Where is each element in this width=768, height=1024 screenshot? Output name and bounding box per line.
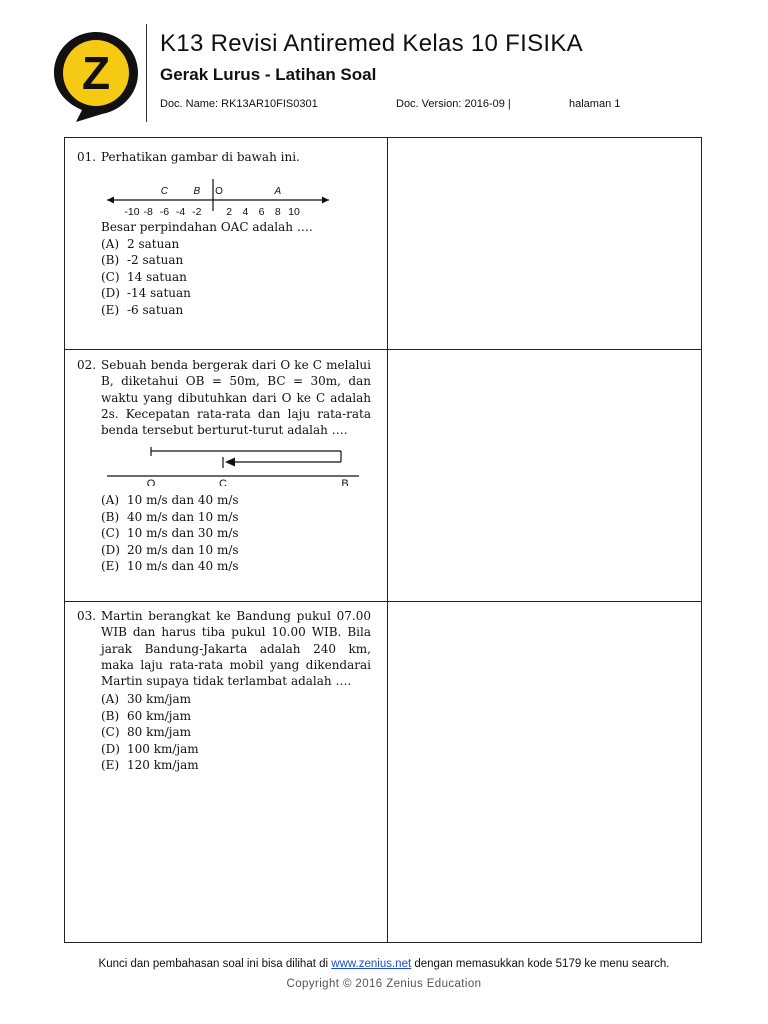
question-number: 01. xyxy=(77,150,97,164)
tick-label: -10 xyxy=(124,206,140,219)
question-1 xyxy=(77,149,371,318)
options-list xyxy=(77,492,371,575)
option-c[interactable]: (C) 14 satuan xyxy=(101,269,187,284)
zenius-logo xyxy=(52,30,140,122)
point-label-c: C xyxy=(219,478,227,487)
page-number: halaman 1 xyxy=(569,98,621,110)
option-c[interactable]: (C) 80 km/jam xyxy=(101,725,192,740)
tick-label: -4 xyxy=(175,206,186,219)
tick-label: -6 xyxy=(159,206,170,219)
option-a[interactable]: (A) 30 km/jam xyxy=(101,692,192,707)
point-label-a: A xyxy=(274,186,282,198)
question-prompt: Besar perpindahan OAC adalah …. xyxy=(101,220,313,235)
options-list xyxy=(77,691,371,774)
question-stem: Perhatikan gambar di bawah ini. xyxy=(101,150,300,164)
zenius-link[interactable]: www.zenius.net xyxy=(331,958,412,970)
point-label-b: B xyxy=(193,186,201,198)
tick-label: 6 xyxy=(258,206,265,219)
option-d[interactable]: (D) 100 km/jam xyxy=(101,741,199,756)
header-divider xyxy=(146,24,147,122)
row-divider xyxy=(65,601,701,602)
option-d[interactable]: (D) -14 satuan xyxy=(101,286,191,301)
document-title: K13 Revisi Antiremed Kelas 10 FISIKA xyxy=(160,30,583,57)
option-e[interactable]: (E) -6 satuan xyxy=(101,302,184,317)
tick-label: -8 xyxy=(143,206,153,219)
question-3 xyxy=(77,608,371,774)
doc-name: Doc. Name: RK13AR10FIS0301 xyxy=(160,98,318,110)
logo-letter: Z xyxy=(81,47,111,99)
question-number: 02. xyxy=(77,358,97,372)
point-label-o: O xyxy=(146,478,156,487)
column-divider xyxy=(387,138,388,942)
question-2 xyxy=(77,357,371,575)
question-stem: Sebuah benda bergerak dari O ke C melalui B, diketahui OB = 50m, BC = 30m, dan waktu yang dibutuhkan dari O ke C adalah 2s. Kecepatan rata-rata dan laju rata-rata benda tersebut berturut-turut adalah …. xyxy=(101,358,371,438)
question-stem: Martin berangkat ke Bandung pukul 07.00 WIB dan harus tiba pukul 10.00 WIB. Bila jarak Bandung-Jakarta adalah 240 km, maka laju rata-rata mobil yang dikendarai Martin supaya tidak terlambat adalah …. xyxy=(101,609,371,689)
number-line-figure xyxy=(77,167,371,219)
question-number: 03. xyxy=(77,609,97,623)
options-list xyxy=(77,236,371,319)
footer-note: Kunci dan pembahasan soal ini bisa dilihat di www.zenius.net dengan memasukkan kode 5179 ke menu search. xyxy=(98,958,670,970)
point-label-c: C xyxy=(160,186,169,198)
option-d[interactable]: (D) 20 m/s dan 10 m/s xyxy=(101,542,239,557)
tick-label: 2 xyxy=(226,206,233,219)
tick-label: 10 xyxy=(288,206,300,219)
displacement-figure xyxy=(77,442,371,486)
option-b[interactable]: (B) 60 km/jam xyxy=(101,708,192,723)
row-divider xyxy=(65,349,701,350)
document-subtitle: Gerak Lurus - Latihan Soal xyxy=(160,65,377,84)
point-label-o: O xyxy=(215,186,223,198)
question-table xyxy=(64,137,702,943)
option-e[interactable]: (E) 10 m/s dan 40 m/s xyxy=(101,559,239,574)
tick-label: 8 xyxy=(274,206,281,219)
option-e[interactable]: (E) 120 km/jam xyxy=(101,758,199,773)
point-label-b: B xyxy=(341,478,349,487)
tick-label: -2 xyxy=(192,206,202,219)
option-a[interactable]: (A) 2 satuan xyxy=(101,236,180,251)
option-b[interactable]: (B) 40 m/s dan 10 m/s xyxy=(101,509,239,524)
option-a[interactable]: (A) 10 m/s dan 40 m/s xyxy=(101,493,239,508)
copyright: Copyright © 2016 Zenius Education xyxy=(286,978,482,990)
option-c[interactable]: (C) 10 m/s dan 30 m/s xyxy=(101,526,239,541)
doc-version: Doc. Version: 2016-09 | xyxy=(396,98,511,110)
tick-label: 4 xyxy=(242,206,249,219)
option-b[interactable]: (B) -2 satuan xyxy=(101,253,184,268)
